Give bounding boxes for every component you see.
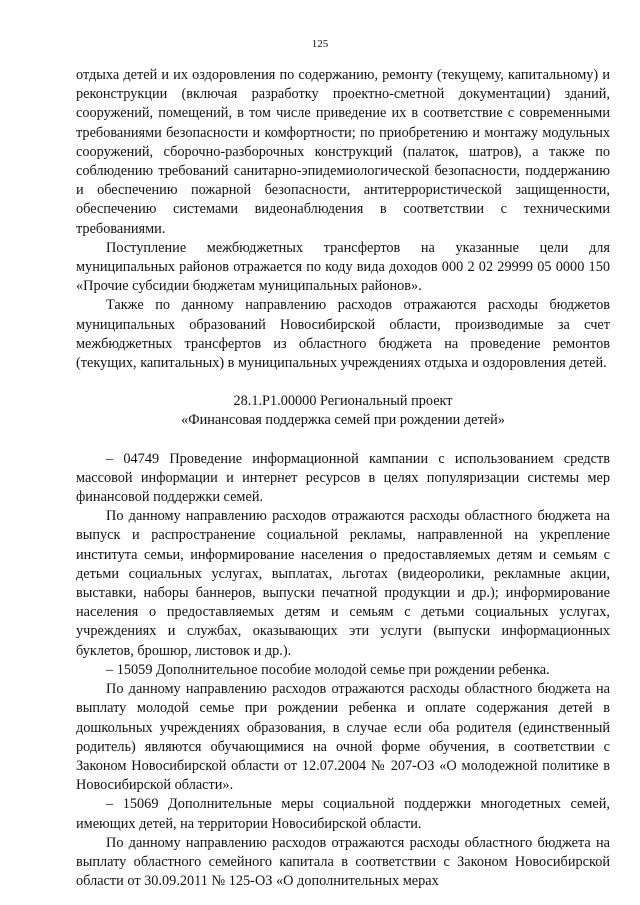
paragraph: По данному направлению расходов отражаются расходы областного бюджета на выплату областного семейного капитала в соответствии с Законом Новосибирской области от 30.09.2011 № 125-ОЗ «О дополнительных мерах xyxy=(76,834,610,890)
paragraph: – 15059 Дополнительное пособие молодой семье при рождении ребенка. xyxy=(106,661,550,678)
section-project-name: «Финансовая поддержка семей при рождении детей» xyxy=(181,412,505,429)
paragraph: – 15069 Дополнительные меры социальной поддержки многодетных семей, имеющих детей, на территории Новосибирской области. xyxy=(76,796,610,832)
paragraph: Поступление межбюджетных трансфертов на указанные цели для муниципальных районов отражается по коду вида доходов 000 2 02 29999 05 0000 150 «Прочие субсидии бюджетам муниципальных районов». xyxy=(76,239,610,295)
paragraph: По данному направлению расходов отражаются расходы областного бюджета на выплату молодой семье при рождении ребенка и оплате содержания детей в дошкольных учреждениях образования, в случае если оба родителя (единственный родитель) являются обучающимися на очной форме обучения, в соответствии с Законом Новосибирской области от 12.07.2004 № 207-ОЗ «О молодежной политике в Новосибирской области». xyxy=(76,681,610,794)
paragraph: отдыха детей и их оздоровления по содержанию, ремонту (текущему, капитальному) и реконструкции (включая разработку проектно-сметной документации) зданий, сооружений, помещений, в том числе приведение их в соответствие с современными требованиями безопасности и комфортности; по приобретению и монтажу модульных сооружений, сборочно-разборочных конструкций (палаток, шатров), а также по соблюдению требований санитарно-эпидемиологической безопасности, поддержанию и обеспечению пожарной безопасности, антитеррористической защищенности, обеспечению системами видеонаблюдения в соответствии с техническими требованиями. xyxy=(76,67,610,237)
paragraph: По данному направлению расходов отражаются расходы областного бюджета на выпуск и распространение социальной рекламы, направленной на укрепление института семьи, информирование населения о предоставляемых детям и семьям с детьми социальных услугах, выплатах, льготах (видеоролики, рекламные акции, выставки, наборы баннеров, выпуски печатной продукции и др.); информирование населения о предоставляемых детям и семьям с детьми социальных услугах, учреждениях и службах, оказывающих эти услуги (выпуски информационных буклетов, брошюр, листовок и др.). xyxy=(76,508,610,659)
page-number: 125 xyxy=(311,38,329,50)
document-body xyxy=(76,66,610,891)
paragraph: – 04749 Проведение информационной кампании с использованием средств массовой информации и интернет ресурсов в целях популяризации системы мер финансовой поддержки семей. xyxy=(76,450,610,506)
paragraph: Также по данному направлению расходов отражаются расходы бюджетов муниципальных образований Новосибирской области, производимые за счет межбюджетных трансфертов из областного бюджета на проведение ремонтов (текущих, капитальных) в муниципальных учреждениях отдыха и оздоровления детей. xyxy=(76,297,610,372)
section-code-title: 28.1.Р1.00000 Региональный проект xyxy=(233,393,453,410)
section-heading xyxy=(76,392,610,430)
